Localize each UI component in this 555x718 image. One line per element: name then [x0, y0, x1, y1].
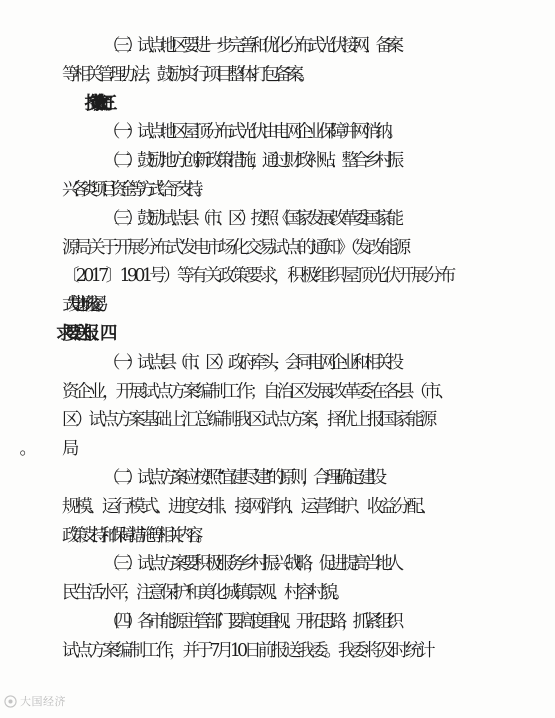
paragraph-line: （一）试点县（市、区）政府牵头，会同电网企业和相关投	[103, 353, 399, 373]
section-heading	[100, 92, 555, 116]
paragraph-line: （二）试点方案应按照“宜建尽建”的原则，合理确定建设	[103, 468, 382, 488]
paragraph-line: 试点方案编制工作，并于7月10日前报送我委。我委将及时统计	[62, 641, 432, 661]
paragraph-line: （三）试点方案要积极服务乡村振兴战略，促进提高当地人	[103, 554, 399, 574]
paragraph-line: （三）鼓励试点县（市、区）按照《国家发展改革委国家能	[103, 209, 399, 229]
paragraph-line: 源局关于开展分布式发电市场化交易试点的通知》（发改能源	[62, 238, 407, 258]
paragraph-line: 资企业，开展试点方案编制工作；自治区发展改革委在各县（市、	[62, 382, 451, 402]
watermark-logo-icon	[4, 695, 17, 708]
paragraph-line: 规模、运行模式、进度安排、接网消纳、运营维护、收益分配、	[62, 497, 434, 517]
paragraph-line: 民生活水平，注意保护和美化城镇景观、村容村貌。	[62, 583, 346, 603]
paragraph-line: （二）鼓励地方创新政策措施，通过财政补贴、整合乡村振	[103, 151, 399, 171]
paragraph-line	[62, 437, 555, 461]
paragraph-line: （四）各市能源主管部门要高度重视、开拓思路，抓紧组织	[103, 612, 399, 632]
paragraph-line: 区）试点方案基础上汇总编制我区试点方案，择优上报国家能源	[62, 410, 434, 430]
paragraph-line: 〔2017〕1901号）等有关政策要求，积极组织屋顶光伏开展分布	[62, 266, 453, 286]
paragraph-line: 政策支持和保障措施等相关内容。	[62, 526, 206, 546]
section-heading	[100, 322, 555, 346]
watermark	[4, 693, 66, 709]
paragraph-line: （三）试点地区要进一步完善和优化分布式光伏接网、备案	[103, 36, 399, 56]
paragraph-line: （一）试点地区屋顶分布式光伏由电网企业保障并网消纳。	[103, 122, 399, 142]
paragraph-line: 式发电市场化交易。	[62, 295, 100, 315]
paragraph-line: 兴各类项目资金等方式给予支持。	[62, 180, 206, 200]
watermark-text: 大国经济	[20, 695, 66, 708]
paragraph-line: 等相关管理办法，鼓励实行项目整体打包备案。	[62, 65, 311, 85]
